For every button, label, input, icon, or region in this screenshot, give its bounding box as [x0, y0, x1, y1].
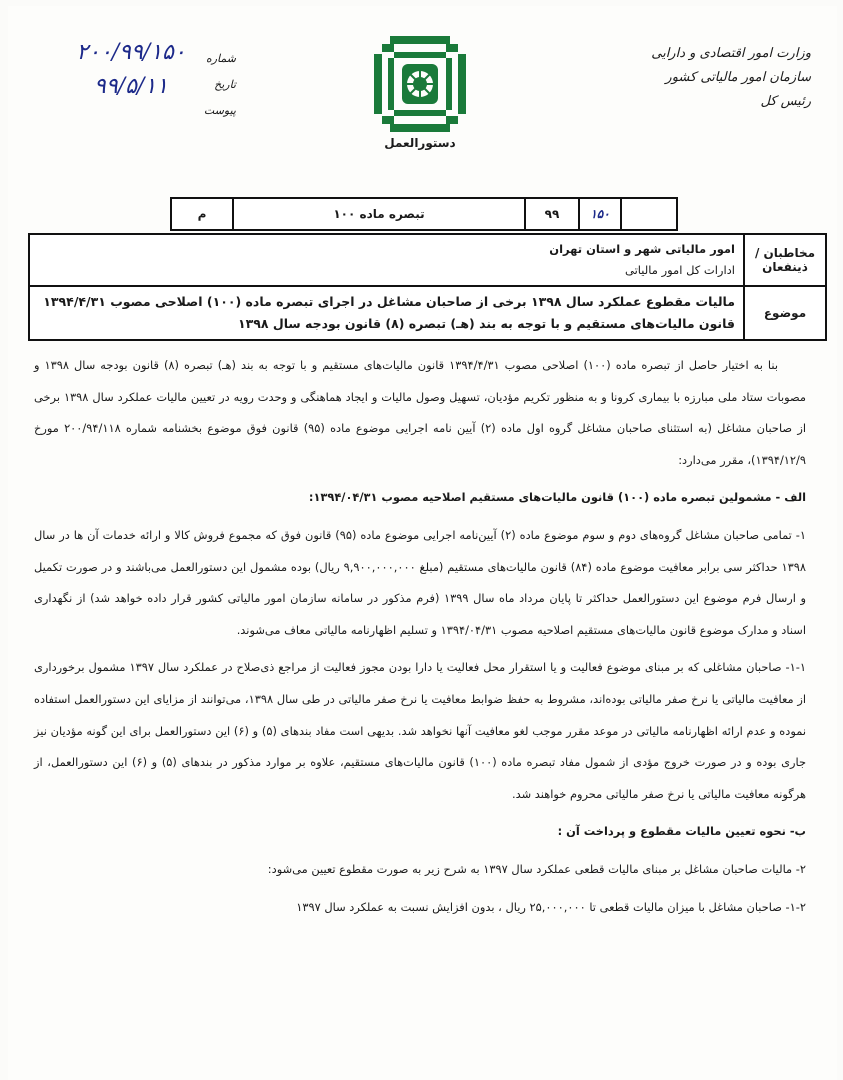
- intro-paragraph: بنا به اختیار حاصل از تبصره ماده (۱۰۰) اصلاحی مصوب ۱۳۹۴/۴/۳۱ قانون مالیات‌های مستقیم و با توجه به بند (هـ) تبصره (۸) قانون بودجه سال ۱۳۹۸ و مصوبات ستاد ملی مبارزه با بیماری کرونا و به منظور تکریم مؤدیان، تسهیل وصول مالیات و ایجاد هماهنگی و وحدت رویه در تعیین مالیات عملکرد سال ۱۳۹۸ برخی از صاحبان مشاغل (به استثنای صاحبان مشاغل گروه اول ماده (۲) آیین نامه اجرایی موضوع ماده (۹۵) قانون فوق موضوع بخشنامه شماره ۲۰۰/۹۴/۱۱۸ مورخ ۱۳۹۴/۱۲/۹)، مقرر می‌دارد:: [34, 358, 806, 467]
- addressee-label: مخاطبان / ذینفعان: [743, 235, 825, 285]
- number-value: ۲۰۰/۹۹/۱۵۰: [76, 40, 186, 65]
- subject-label: موضوع: [743, 287, 825, 339]
- document-body: [34, 350, 806, 923]
- section-b-heading: ب- نحوه تعیین مالیات مقطوع و پرداخت آن :: [557, 824, 806, 839]
- strip-year: ۹۹: [526, 199, 580, 229]
- addressee-value: [30, 235, 743, 285]
- item-2-1-paragraph: ۱-۲- صاحبان مشاغل با میزان مالیات قطعی تا ۲۵,۰۰۰,۰۰۰ ریال ، بدون افزایش نسبت به عملکرد سال ۱۳۹۷: [296, 899, 806, 914]
- addressee-line: ادارات کل امور مالیاتی: [624, 263, 735, 277]
- strip-code: م: [172, 199, 234, 229]
- item-2-paragraph: ۲- مالیات صاحبان مشاغل بر مبنای مالیات قطعی عملکرد سال ۱۳۹۷ به شرح زیر به صورت مقطوع تعیین می‌شود:: [267, 861, 806, 876]
- date-label: تاریخ: [214, 78, 236, 91]
- attachment-label: پیوست: [203, 104, 236, 117]
- addressee-line: امور مالیاتی شهر و استان تهران: [549, 242, 735, 256]
- header-table: [28, 233, 827, 341]
- item-1-paragraph: ۱- تمامی صاحبان مشاغل گروه‌های دوم و سوم موضوع ماده (۲) آیین‌نامه اجرایی موضوع ماده (۹۵) قانون فوق که مجموع فروش کالا و ارائه خدمات آن ها در سال ۱۳۹۸ حداکثر سی برابر معافیت موضوع ماده (۸۴) قانون مالیات‌های مستقیم (مبلغ ۹,۹۰۰,۰۰۰,۰۰۰ ریال) بوده مشمول این دستورالعمل می‌باشند و در صورت تکمیل و ارسال فرم موضوع این دستورالعمل حداکثر تا پایان مرداد ماه سال ۱۳۹۹ (فرم مذکور در سامانه سازمان امور مالیاتی کشور قرار داده خواهد شد) از نگهداری اسناد و مدارک موضوع قانون مالیات‌های مستقیم اصلاحیه مصوب ۱۳۹۴/۰۴/۳۱ و تسلیم اظهارنامه مالیاتی معاف می‌شوند.: [34, 527, 806, 637]
- document-page: [8, 6, 837, 1080]
- item-1-1-paragraph: ۱-۱- صاحبان مشاغلی که بر مبنای موضوع فعالیت و یا استقرار محل فعالیت یا دارا بودن مجوز فعالیت از مراجع ذی‌صلاح در عملکرد سال ۱۳۹۷ مشمول برخورداری از معافیت مالیاتی یا نرخ صفر مالیاتی بوده‌اند، مشروط به حفظ ضوابط معافیت یا نرخ صفر مالیاتی در طی سال ۱۳۹۸، می‌توانند از مزایای این دستورالعمل استفاده نموده و عدم ارائه اظهارنامه مالیاتی در موعد مقرر موجب لغو معافیت آنها نخواهد شد. بدیهی است مفاد بندهای (۵) و (۶) این دستورالعمل برای این گونه مؤدیان نیز جاری بوده و در صورت خروج مؤدی از شمول مفاد تبصره ماده (۱۰۰) قانون مالیات‌های مستقیم، علاوه بر موارد مذکور در بندهای (۵) و (۶) این دستورالعمل، از هرگونه معافیت مالیاتی یا نرخ صفر مالیاتی محروم خواهند شد.: [34, 660, 806, 801]
- section-a-heading: الف - مشمولین تبصره ماده (۱۰۰) قانون مالیات‌های مستقیم اصلاحیه مصوب ۱۳۹۴/۰۴/۳۱:: [308, 490, 806, 505]
- document-type: دستورالعمل: [384, 136, 456, 150]
- classification-strip: [170, 197, 678, 231]
- strip-seq: ۱۵۰: [580, 199, 622, 229]
- subject-row: [30, 287, 825, 339]
- tax-organization-logo-icon: [372, 34, 468, 134]
- number-label: شماره: [205, 52, 236, 65]
- date-value: ۹۹/۵/۱۱: [94, 74, 168, 99]
- strip-blank: [622, 199, 676, 229]
- head-line: رئیس کل: [760, 94, 811, 109]
- ministry-header: [611, 42, 811, 114]
- subject-value: مالیات مقطوع عملکرد سال ۱۳۹۸ برخی از صاحبان مشاغل در اجرای تبصره ماده (۱۰۰) اصلاحی مصوب ۱۳۹۴/۴/۳۱ قانون مالیات‌های مستقیم و با توجه به بند (هـ) تبصره (۸) قانون بودجه سال ۱۳۹۸: [43, 294, 735, 331]
- addressee-row: [30, 235, 825, 287]
- organization-line: سازمان امور مالیاتی کشور: [665, 70, 811, 85]
- ministry-line: وزارت امور اقتصادی و دارایی: [651, 46, 811, 61]
- logo-block: [370, 34, 470, 150]
- meta-values: [66, 36, 196, 104]
- strip-title: تبصره ماده ۱۰۰: [234, 199, 526, 229]
- meta-labels: [196, 46, 236, 124]
